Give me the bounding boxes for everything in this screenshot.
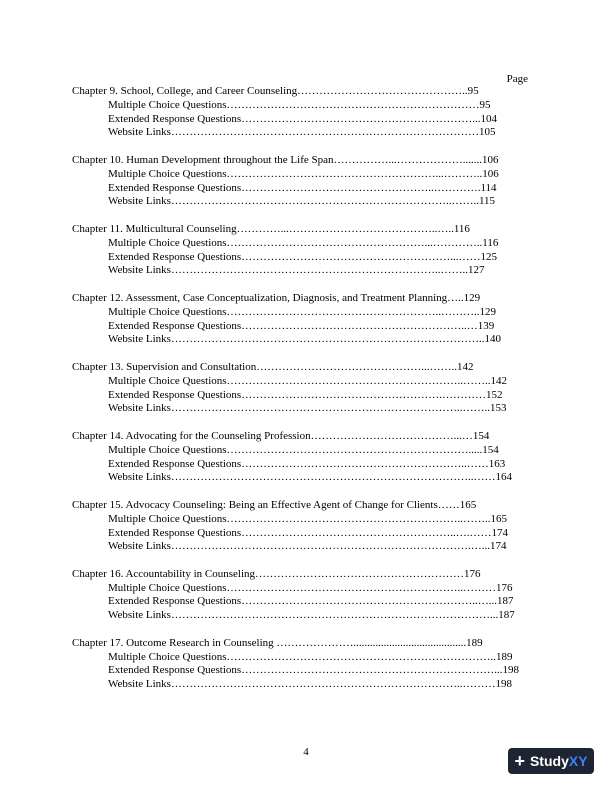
entry-extended-response: Extended Response Questions………………………………………………………...104 — [108, 112, 497, 125]
entry-website-links: Website Links……………………………………………………………………..……..153 — [108, 402, 507, 415]
entry-website-links: Website Links……………………………………………………………………..………198 — [108, 678, 512, 691]
chapter-title: Chapter 9. School, College, and Career Counseling………………………………………..95 — [72, 85, 479, 97]
entry-extended-response: Extended Response Questions……………………………………………………..……163 — [108, 457, 506, 470]
entry-website-links: Website Links…………………………………………………………………………..140 — [108, 333, 501, 346]
badge-word-study: Study — [529, 753, 569, 769]
studyxy-badge[interactable] — [508, 748, 594, 774]
chapter-title: Chapter 13. Supervision and Consultation………………………………………...……..142 — [72, 360, 474, 373]
entry-extended-response: Extended Response Questions…………………………………………………...……125 — [108, 250, 497, 263]
entry-multiple-choice: Multiple Choice Questions……………………………………………………………95 — [108, 98, 491, 111]
entry-multiple-choice: Multiple Choice Questions………………………………………………………..……..142 — [108, 374, 508, 387]
page-number: 4 — [303, 746, 309, 758]
entry-website-links: Website Links…………………………………………………………………………105 — [108, 126, 496, 139]
badge-word-xy: XY — [568, 753, 588, 769]
entry-extended-response: Extended Response Questions………………………………………………………..…...187 — [108, 595, 514, 608]
entry-multiple-choice: Multiple Choice Questions………………………………………………………..………176 — [108, 581, 513, 594]
entry-website-links: Website Links………………………………………………………………………..……164 — [108, 471, 512, 484]
chapter-title: Chapter 14. Advocating for the Counseling Profession…………………………………...…154 — [72, 429, 490, 442]
toc-chapter-13 — [72, 361, 528, 416]
toc-chapter-16 — [72, 568, 528, 623]
chapter-title: Chapter 15. Advocacy Counseling: Being an Effective Agent of Change for Clients……165 — [72, 498, 477, 511]
toc-chapter-12 — [72, 292, 528, 347]
entry-extended-response: Extended Response Questions……………………………………………….…………152 — [108, 388, 503, 401]
page-column-header: Page — [506, 73, 528, 85]
chapter-title: Chapter 16. Accountability in Counseling…………………………………………………176 — [72, 567, 481, 580]
toc-chapter-17 — [72, 637, 528, 692]
table-of-contents — [72, 85, 528, 706]
entry-extended-response: Extended Response Questions…………………………………………………..….……174 — [108, 526, 508, 539]
entry-website-links: Website Links…………………………………………………………………..……..115 — [108, 195, 496, 208]
toc-chapter-9 — [72, 85, 528, 140]
toc-chapter-14 — [72, 430, 528, 485]
toc-chapter-10 — [72, 154, 528, 209]
entry-multiple-choice: Multiple Choice Questions…………………………………………………...………..106 — [108, 167, 499, 180]
entry-multiple-choice: Multiple Choice Questions…………………………………………………..………..129 — [108, 305, 497, 318]
plus-icon: + — [514, 751, 525, 771]
entry-multiple-choice: Multiple Choice Questions………………………………………………………..……..165 — [108, 512, 508, 525]
chapter-title: Chapter 17. Outcome Research in Counseling ………………….........................................189 — [72, 636, 483, 649]
chapter-title: Chapter 12. Assessment, Case Conceptualization, Diagnosis, and Treatment Planning…..129 — [72, 291, 481, 304]
entry-website-links: Website Links……………………………………………………………………………...187 — [108, 609, 515, 622]
entry-website-links: Website Links……………………………………………………………………….…...174 — [108, 540, 507, 553]
chapter-title: Chapter 11. Multicultural Counseling…………...…………………………………..…..116 — [72, 222, 470, 235]
entry-multiple-choice: Multiple Choice Questions………………………………………………...…………..116 — [108, 236, 499, 249]
entry-multiple-choice: Multiple Choice Questions………………………………………………………….....154 — [108, 443, 499, 456]
toc-chapter-15 — [72, 499, 528, 554]
entry-multiple-choice: Multiple Choice Questions………………………………………………………………..189 — [108, 650, 513, 663]
chapter-title: Chapter 10. Human Development throughout the Life Span……………...……………….......106 — [72, 153, 499, 166]
entry-extended-response: Extended Response Questions……………………………………………………..…139 — [108, 319, 495, 332]
entry-website-links: Website Links………………………………………………………………..……..127 — [108, 264, 485, 277]
entry-extended-response: Extended Response Questions……………………………………………………………...198 — [108, 664, 519, 677]
entry-extended-response: Extended Response Questions……………………………………………..………….114 — [108, 181, 497, 194]
toc-chapter-11 — [72, 223, 528, 278]
